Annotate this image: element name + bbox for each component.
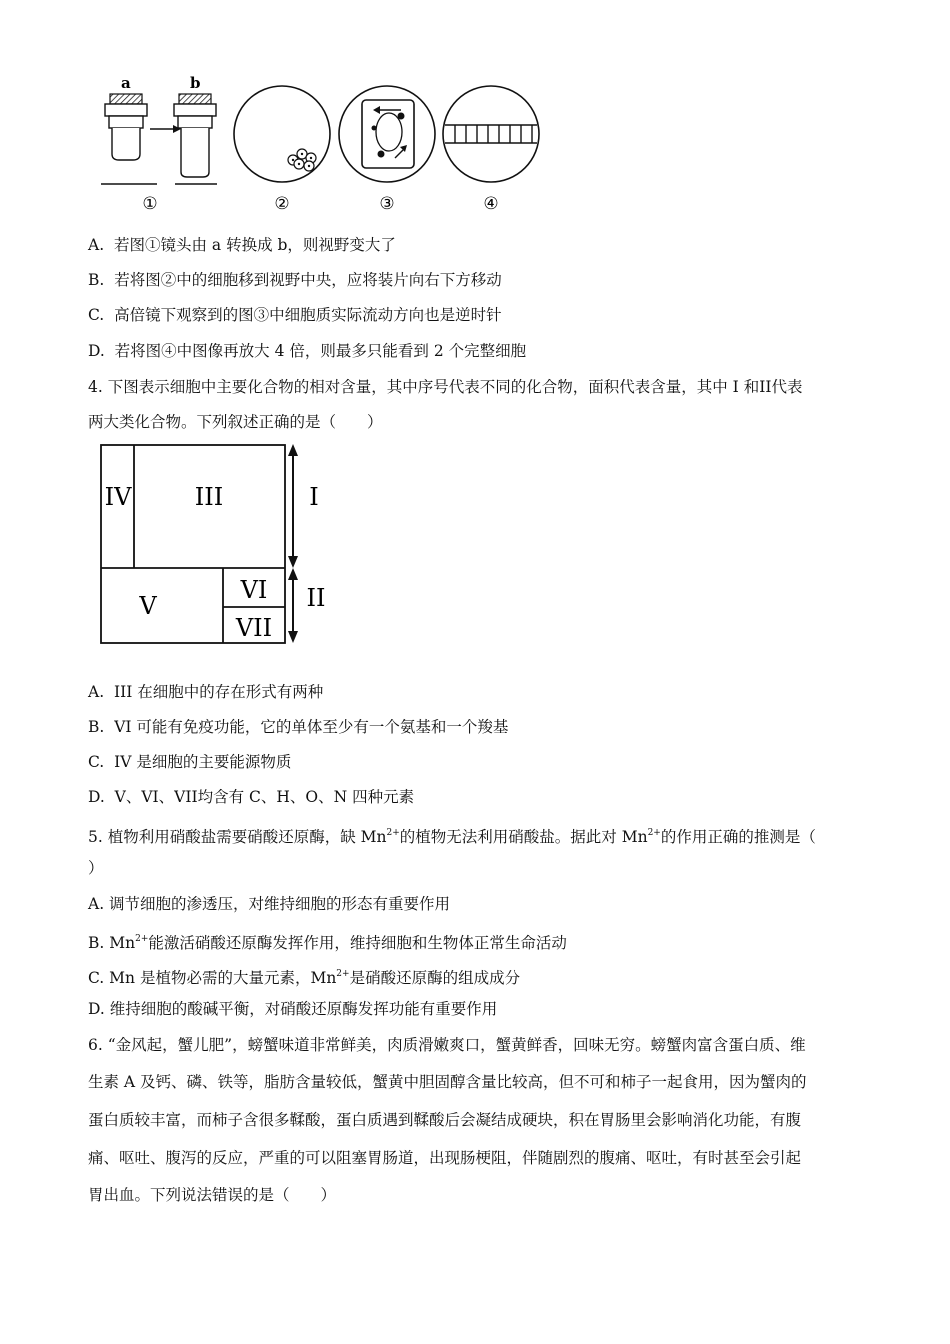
region-vi-label: VI: [240, 576, 268, 604]
microscope-figure: [95, 72, 555, 212]
q5-stem-line1: 5. 植物利用硝酸盐需要硝酸还原酶，缺 $Mn^{2+}$的植物无法利用硝酸盐。据此对 $Mn^{2+}$的作用正确的推测是（: [88, 828, 816, 846]
q5-option-a: A. 调节细胞的渗透压，对维持细胞的形态有重要作用: [88, 895, 451, 913]
lens-a: [101, 94, 157, 184]
field-of-view-4: [443, 86, 539, 182]
region-iii-label: III: [194, 483, 224, 511]
q5-option-d: D. 维持细胞的酸碱平衡，对硝酸还原酶发挥功能有重要作用: [88, 1000, 498, 1018]
group-i-label: I: [309, 483, 319, 511]
q4-option-a: A. III 在细胞中的存在形式有两种: [88, 683, 324, 701]
q4-stem-line1: 4. 下图表示细胞中主要化合物的相对含量，其中序号代表不同的化合物，面积代表含量，其中 I 和II代表: [88, 378, 803, 396]
q6-stem-line5: 胃出血。下列说法错误的是（ ）: [88, 1186, 337, 1204]
q3-option-a: A. 若图①镜头由 a 转换成 b，则视野变大了: [88, 236, 396, 254]
q4-option-b: B. VI 可能有免疫功能，它的单体至少有一个氨基和一个羧基: [88, 718, 509, 736]
q6-stem-line1: 6. “金风起，蟹儿肥”，螃蟹味道非常鲜美，肉质滑嫩爽口，蟹黄鲜香，回味无穷。螃蟹肉富含蛋白质、维: [88, 1036, 806, 1054]
region-v-label: V: [139, 592, 157, 620]
panel-label-4: ④: [483, 194, 499, 212]
panel-label-3: ③: [379, 194, 395, 212]
q3-option-b: B. 若将图②中的细胞移到视野中央，应将装片向右下方移动: [88, 271, 502, 289]
q4-stem-line2: 两大类化合物。下列叙述正确的是（ ）: [88, 413, 383, 431]
panel-label-2: ②: [274, 194, 290, 212]
q3-option-d: D. 若将图④中图像再放大 4 倍，则最多只能看到 2 个完整细胞: [88, 342, 527, 360]
region-iv-label: IV: [104, 483, 132, 511]
group-ii-label: II: [306, 584, 326, 612]
q3-option-c: C. 高倍镜下观察到的图③中细胞质实际流动方向也是逆时针: [88, 306, 502, 324]
q5-stem-line2: ）: [88, 859, 104, 877]
lens-a-label: a: [121, 74, 131, 92]
lens-b-label: b: [190, 74, 201, 92]
q4-option-d: D. V、VI、VII均含有 C、H、O、N 四种元素: [88, 788, 415, 806]
q6-stem-line3: 蛋白质较丰富，而柿子含很多鞣酸，蛋白质遇到鞣酸后会凝结成硬块，积在胃肠里会影响消化功能，有腹: [88, 1111, 802, 1129]
panel-label-1: ①: [142, 194, 158, 212]
lens-b: [174, 94, 217, 184]
compound-area-diagram: [96, 440, 341, 650]
field-of-view-2: [234, 86, 330, 182]
q5-option-b: B. $Mn^{2+}$能激活硝酸还原酶发挥作用，维持细胞和生物体正常生命活动: [88, 934, 567, 952]
q6-stem-line4: 痛、呕吐、腹泻的反应，严重的可以阻塞胃肠道，出现肠梗阻，伴随剧烈的腹痛、呕吐，有时甚至会引起: [88, 1149, 802, 1167]
q6-stem-line2: 生素 A 及钙、磷、铁等，脂肪含量较低，蟹黄中胆固醇含量比较高，但不可和柿子一起食用，因为蟹肉的: [88, 1073, 807, 1091]
field-of-view-3: [339, 86, 435, 182]
region-vii-label: VII: [235, 614, 273, 642]
q4-option-c: C. IV 是细胞的主要能源物质: [88, 753, 292, 771]
q5-option-c: C. Mn 是植物必需的大量元素，$Mn^{2+}$是硝酸还原酶的组成成分: [88, 969, 521, 987]
